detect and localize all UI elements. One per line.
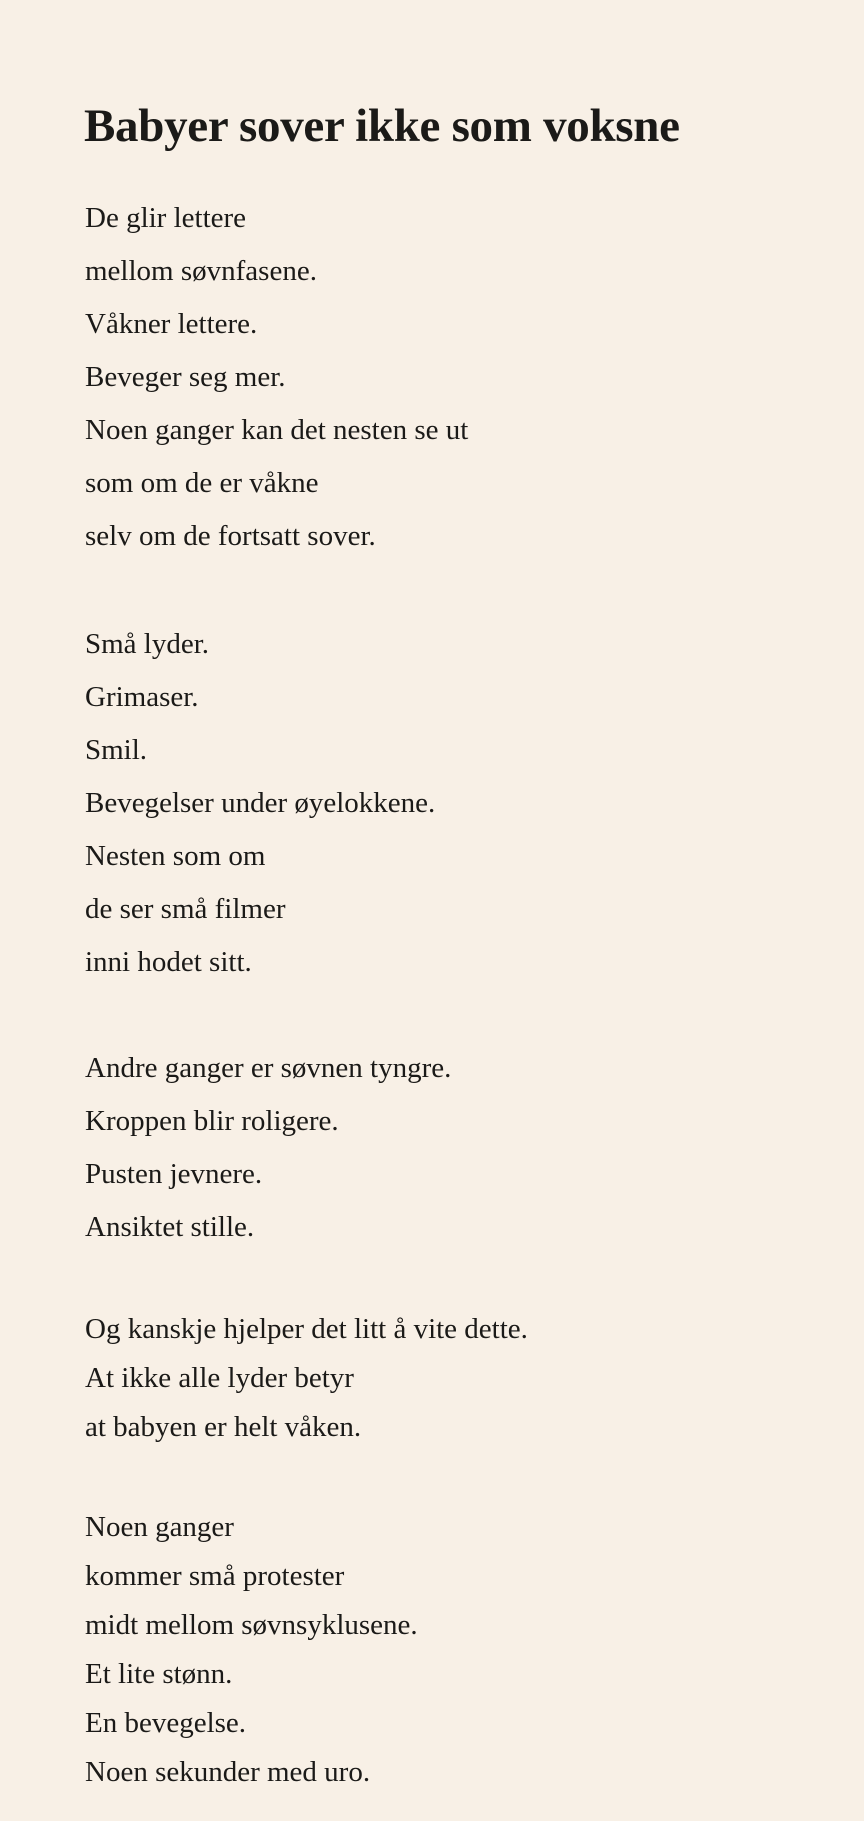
poem-line: mellom søvnfasene. xyxy=(85,255,317,287)
poem-line: Små lyder. xyxy=(85,628,210,660)
poem-line: Andre ganger er søvnen tyngre. xyxy=(85,1052,452,1084)
poem-line: Noen sekunder med uro. xyxy=(85,1756,371,1788)
stanza-3 xyxy=(85,1042,451,1254)
poem-line: Kroppen blir roligere. xyxy=(85,1105,339,1137)
poem-line: Ansiktet stille. xyxy=(85,1211,255,1243)
poem-line: Noen ganger xyxy=(85,1511,234,1543)
poem-line: Nesten som om xyxy=(85,840,266,872)
poem-line: Grimaser. xyxy=(85,681,199,713)
stanza-4 xyxy=(85,1305,528,1452)
page-title: Babyer sover ikke som voksne xyxy=(84,100,680,152)
poem-line: Bevegelser under øyelokkene. xyxy=(85,787,436,819)
poem-line: Og kanskje hjelper det litt å vite dette. xyxy=(85,1313,528,1345)
poem-line: Pusten jevnere. xyxy=(85,1158,263,1190)
poem-line: at babyen er helt våken. xyxy=(85,1411,362,1443)
poem-line: de ser små filmer xyxy=(85,893,286,925)
poem-line: Beveger seg mer. xyxy=(85,361,286,393)
poem-line: inni hodet sitt. xyxy=(85,946,252,978)
poem-line: Et lite stønn. xyxy=(85,1658,233,1690)
poem-line: selv om de fortsatt sover. xyxy=(85,520,376,552)
poem-line: som om de er våkne xyxy=(85,467,319,499)
poem-line: At ikke alle lyder betyr xyxy=(85,1362,354,1394)
stanza-1 xyxy=(85,192,468,563)
stanza-5 xyxy=(85,1503,418,1797)
stanza-2 xyxy=(85,618,435,989)
poem-line: Smil. xyxy=(85,734,148,766)
poem-line: Noen ganger kan det nesten se ut xyxy=(85,414,469,446)
poem-line: De glir lettere xyxy=(85,202,247,234)
poem-line: midt mellom søvnsyklusene. xyxy=(85,1609,418,1641)
poem-line: Våkner lettere. xyxy=(85,308,258,340)
poem-line: En bevegelse. xyxy=(85,1707,247,1739)
poem-line: kommer små protester xyxy=(85,1560,345,1592)
